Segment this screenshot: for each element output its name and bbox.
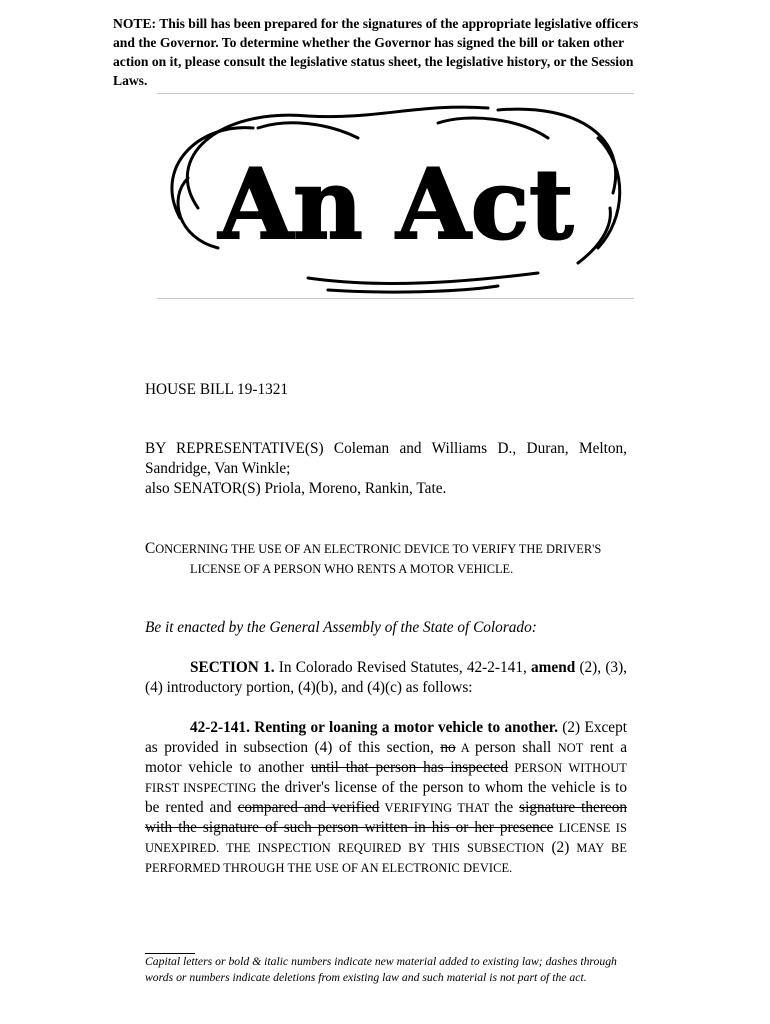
statute-s1: (2) Except as provided in subsection (4) of this section, (145, 719, 627, 756)
inserted-a: A (455, 741, 476, 755)
section-1-amend: amend (531, 659, 576, 676)
statute-s4: the driver's license of the person to whom the vehicle is to be rented and (145, 779, 628, 816)
deleted-no: no (440, 739, 456, 756)
senate-sponsors: also SENATOR(S) Priola, Moreno, Rankin, Tate. (145, 480, 447, 497)
section-1-text-b: (2), (3), (4) introductory portion, (4)(b), and (4)(c) as follows: (145, 659, 627, 696)
statute-s6: (2) (551, 839, 570, 856)
sponsors (145, 439, 627, 499)
inserted-inspection-required: HE INSPECTION REQUIRED BY THIS SUBSECTION (233, 841, 552, 855)
concerning-first-letter: C (145, 540, 156, 557)
deleted-until-inspected: until that person has inspected (310, 759, 509, 776)
an-act-logo-text: An Act (218, 148, 574, 261)
section-1-text-a: In Colorado Revised Statutes, 42-2-141, (274, 659, 532, 676)
inserted-not: NOT (557, 741, 584, 755)
statute-heading: 42-2-141. Renting or loaning a motor vehicle to another. (190, 719, 558, 736)
section-1 (145, 658, 627, 698)
statute-s3: rent a motor vehicle to another (145, 739, 627, 776)
header-rule-bottom (157, 298, 634, 299)
inserted-unexpired: LICENSE IS UNEXPIRED. T (145, 821, 627, 855)
an-act-logo (158, 98, 634, 294)
deleted-compared-verified: compared and verified (237, 799, 380, 816)
signature-note: NOTE: This bill has been prepared for the signatures of the appropriate legislative officers and the Governor. To determine whether the Governor has signed the bill or taken other action on it, please consult the legislative status sheet, the legislative history, or the Session Laws. (113, 16, 639, 88)
enacting-clause: Be it enacted by the General Assembly of the State of Colorado: (145, 619, 537, 636)
deleted-signature-clause: signature thereon with the signature of such person written in his or her presence (145, 799, 628, 836)
statute-text (145, 718, 627, 878)
house-sponsors: BY REPRESENTATIVE(S) Coleman and Williams D., Duran, Melton, Sandridge, Van Winkle; (145, 440, 627, 477)
footnote: Capital letters or bold & italic numbers indicate new material added to existing law; dashes through words or numbers indicate deletions from existing law and such material is not part of the act. (145, 955, 617, 984)
statute-s5: the (494, 799, 520, 816)
concerning-line-2: LICENSE OF A PERSON WHO RENTS A MOTOR VEHICLE. (190, 562, 514, 576)
bill-number: HOUSE BILL 19-1321 (145, 381, 289, 398)
inserted-verifying: VERIFYING THAT (379, 801, 495, 815)
concerning-clause (145, 539, 627, 579)
section-1-label: SECTION 1. (190, 659, 275, 676)
inserted-electronic-device: MAY BE PERFORMED THROUGH THE USE OF AN ELECTRONIC DEVICE. (145, 841, 627, 875)
inserted-person-without: PERSON WITHOUT FIRST INSPECTING (145, 761, 627, 795)
concerning-line-1: ONCERNING THE USE OF AN ELECTRONIC DEVICE TO VERIFY THE DRIVER'S (155, 542, 602, 556)
header-rule-top (157, 93, 634, 94)
statute-s2: person shall (475, 739, 558, 756)
